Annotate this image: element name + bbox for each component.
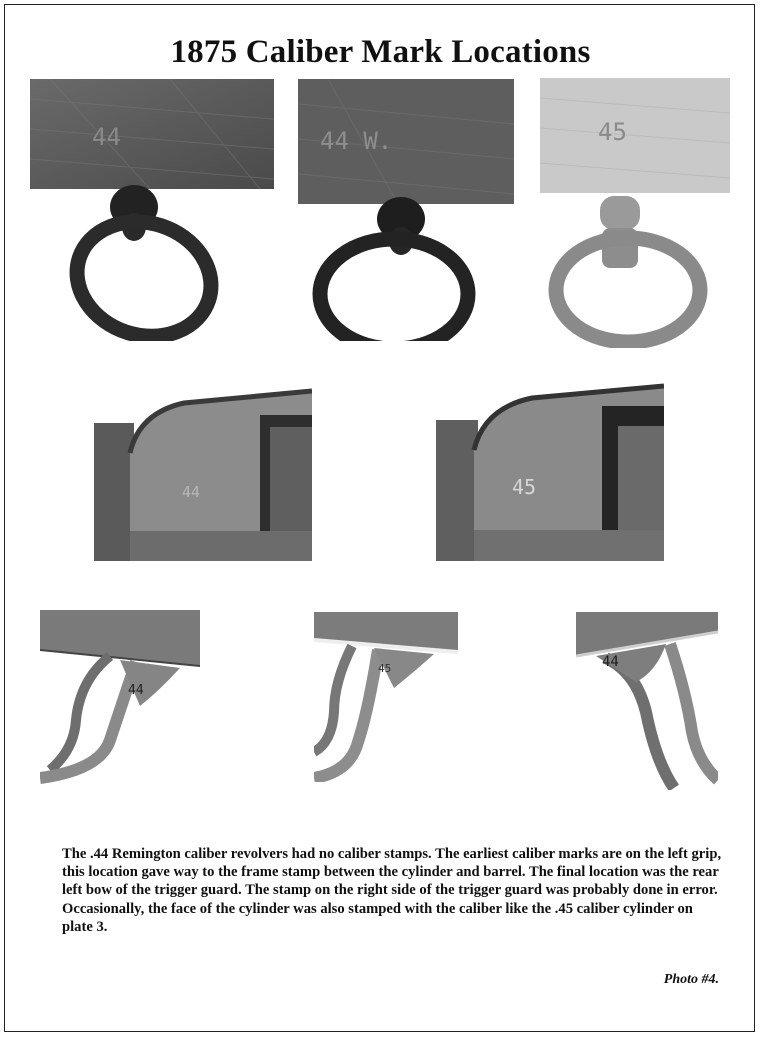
trigger-guard-stamp-45: 45 [378,662,392,675]
frame-stamp-44: 44 [182,483,201,501]
trigger-guard-stamp-44-right: 44 [602,654,619,670]
grip-photo-44 [30,79,274,341]
caption-text: The .44 Remington caliber revolvers had no caliber stamps. The earliest caliber marks are on the left grip, this location gave way to the frame stamp between the cylinder and barrel. The final location was the rear left bow of the trigger guard. The stamp on the right side of the trigger guard was probably done in error. Occasionally, the face of the cylinder was also stamped with the caliber like the .45 caliber cylinder on plate 3. [62,846,722,935]
page-title: 1875 Caliber Mark Locations [170,34,591,70]
trigger-guard-stamp-44-left: 44 [128,683,144,698]
frame-photo-45 [436,380,664,561]
trigger-guard-photo-44-left [40,610,200,785]
trigger-guard-photo-44-right [576,612,718,790]
grip-stamp-44w: 44 W. [320,127,393,155]
photo-number: Photo #4. [663,972,719,987]
frame-stamp-45: 45 [512,475,537,499]
grip-photo-45 [540,78,730,348]
frame-photo-44 [94,383,312,561]
grip-photo-44w [298,79,514,341]
grip-stamp-45: 45 [598,118,627,146]
grip-stamp-44: 44 [92,123,121,151]
trigger-guard-photo-45 [314,612,458,782]
